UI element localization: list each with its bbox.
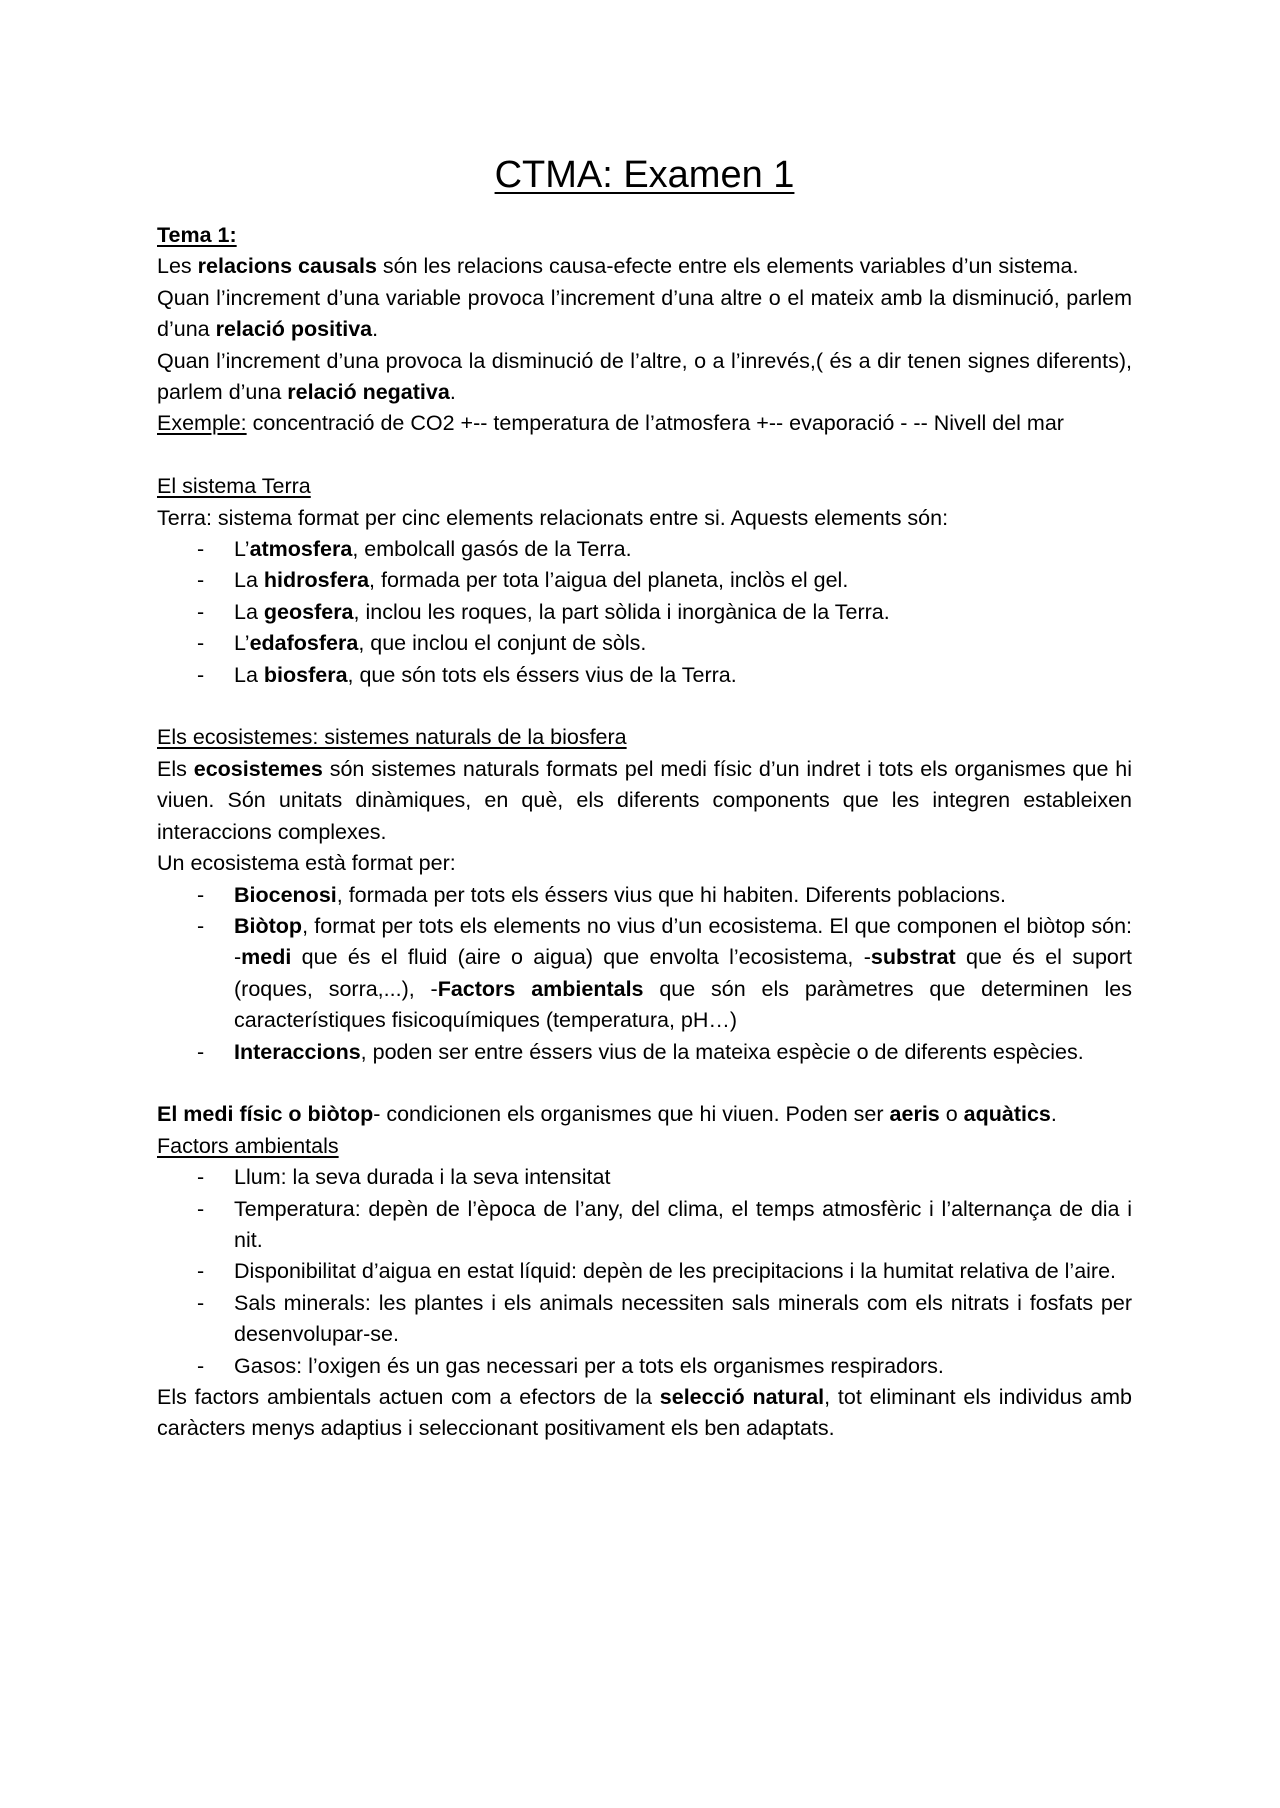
paragraph-relacio-positiva: Quan l’increment d’una variable provoca l’increment d’una altre o el mateix amb la disminució, parlem d’una relació positiva. — [157, 285, 1132, 342]
list-item: - L’edafosfera, que inclou el conjunt de sòls. — [157, 628, 1132, 659]
list-item: - La biosfera, que són tots els éssers vius de la Terra. — [157, 660, 1132, 691]
tema-1-heading: Tema 1: — [157, 223, 237, 247]
ecosistema-components-list — [157, 880, 1132, 1068]
paragraph-seleccio-natural: Els factors ambientals actuen com a efectors de la selecció natural, tot eliminant els individus amb caràcters menys adaptius i seleccionant positivament els ben adaptats. — [157, 1384, 1132, 1441]
list-item: - Llum: la seva durada i la seva intensitat — [157, 1162, 1132, 1193]
document-title: CTMA: Examen 1 — [494, 154, 795, 196]
list-item: - Sals minerals: les plantes i els animals necessiten sals minerals com els nitrats i fosfats per desenvolupar-se. — [157, 1288, 1132, 1351]
list-item: - La geosfera, inclou les roques, la part sòlida i inorgànica de la Terra. — [157, 597, 1132, 628]
term-relacio-negativa: relació negativa — [287, 380, 450, 405]
paragraph-medi-fisic: El medi físic o biòtop- condicionen els organismes que hi viuen. Poden ser aeris o aquàtics. — [157, 1102, 1057, 1127]
factors-ambientals-heading: Factors ambientals — [157, 1133, 339, 1158]
list-item: - Gasos: l’oxigen és un gas necessari per a tots els organismes respiradors. — [157, 1351, 1132, 1382]
term-relacions-causals: relacions causals — [197, 254, 377, 279]
spacer — [157, 440, 1132, 471]
sistema-terra-list — [157, 534, 1132, 691]
list-item-biotop: - Biòtop, format per tots els elements no vius d’un ecosistema. El que componen el biòtop són: -medi que és el fluid (aire o aigua) que envolta l’ecosistema, -substrat que és el suport (roques, sorra,...), -Factors ambientals que són els paràmetres que determinen les característiques fisicoquímiques (temperatura, pH…) — [157, 911, 1132, 1037]
example-label: Exemple: — [157, 411, 247, 436]
sistema-terra-heading: El sistema Terra — [157, 474, 311, 499]
paragraph-relacio-negativa: Quan l’increment d’una provoca la disminució de l’altre, o a l’inrevés,( és a dir tenen signes diferents), parlem d’una relació negativa. — [157, 348, 1132, 405]
factors-ambientals-list — [157, 1162, 1132, 1382]
paragraph-exemple: Exemple: concentració de CO2 +-- temperatura de l’atmosfera +-- evaporació - -- Nivell del mar — [157, 411, 1064, 436]
ecosistemes-heading: Els ecosistemes: sistemes naturals de la biosfera — [157, 725, 627, 750]
list-item: - Temperatura: depèn de l’època de l’any, del clima, el temps atmosfèric i l’alternança de dia i nit. — [157, 1194, 1132, 1257]
spacer — [157, 691, 1132, 722]
paragraph-ecosistemes: Els ecosistemes són sistemes naturals formats pel medi físic d’un indret i tots els organismes que hi viuen. Són unitats dinàmiques, en què, els diferents components que les integren estableixen interaccions complexes. — [157, 756, 1133, 844]
term-relacio-positiva: relació positiva — [215, 317, 373, 342]
paragraph-ecosistema-format: Un ecosistema està format per: — [157, 851, 456, 876]
list-item-interaccions: - Interaccions, poden ser entre éssers vius de la mateixa espècie o de diferents espècies. — [157, 1037, 1132, 1068]
paragraph-relacions-causals: Les relacions causals són les relacions causa-efecte entre els elements variables d’un sistema. — [157, 254, 1079, 279]
list-item: - Disponibilitat d’aigua en estat líquid: depèn de les precipitacions i la humitat relativa de l’aire. — [157, 1256, 1132, 1287]
list-item: - L’atmosfera, embolcall gasós de la Terra. — [157, 534, 1132, 565]
document-page — [157, 150, 1132, 1445]
spacer — [157, 1068, 1132, 1099]
list-item-biocenosi: - Biocenosi, formada per tots els éssers vius que hi habiten. Diferents poblacions. — [157, 880, 1132, 911]
list-item: - La hidrosfera, formada per tota l’aigua del planeta, inclòs el gel. — [157, 565, 1132, 596]
sistema-terra-intro: Terra: sistema format per cinc elements relacionats entre si. Aquests elements són: — [157, 505, 949, 530]
